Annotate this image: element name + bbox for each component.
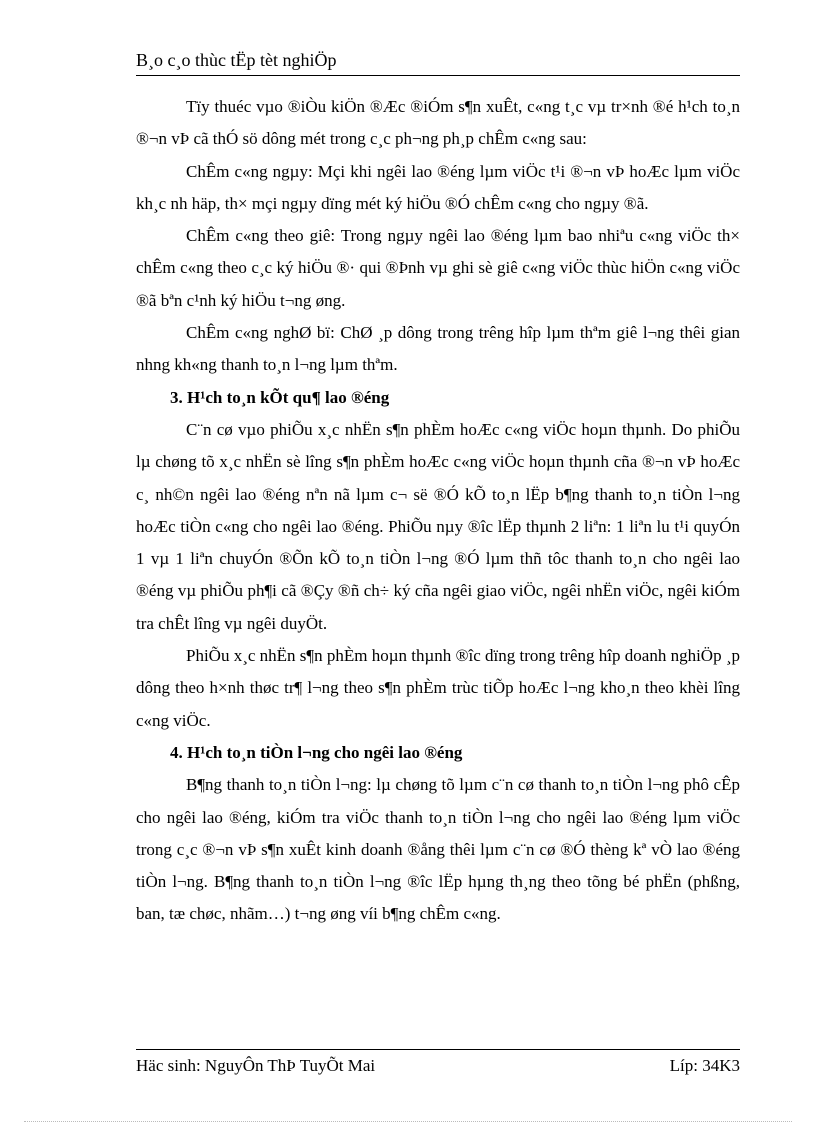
paragraph: Tïy thuéc vµo ®iÒu kiÖn ®Æc ®iÓm s¶n xuÊt, c«ng t¸c vµ tr×nh ®é h¹ch to¸n ®¬n vÞ cã thÓ sö dông mét trong c¸c ph¬ng ph¸p chÊm c«ng sau: xyxy=(136,97,740,149)
paragraph: ChÊm c«ng ngµy: Mçi khi ngêi lao ®éng lµm viÖc t¹i ®¬n vÞ hoÆc lµm viÖc kh¸c nh häp, th× mçi ngµy dïng mét ký hiÖu ®Ó chÊm c«ng cho ngµy ®ã. xyxy=(136,161,740,213)
report-title: B¸o c¸o thùc tËp tèt nghiÖp xyxy=(136,50,337,70)
section-heading: 3. H¹ch to¸n kÕt qu¶ lao ®éng xyxy=(170,387,390,407)
paragraph: C¨n cø vµo phiÕu x¸c nhËn s¶n phÈm hoÆc c«ng viÖc hoµn thµnh. Do phiÕu lµ chøng tõ x¸c nhËn sè lîng s¶n phÈm hoÆc c«ng viÖc hoµn thµnh cña ®¬n vÞ hoÆc c¸ nh©n ngêi lao ®éng nªn nã lµm c¬ së ®Ó kÕ to¸n lËp b¶ng thanh to¸n tiÒn l¬ng hoÆc tiÒn c«ng cho ngêi lao ®éng. PhiÕu nµy ®îc lËp thµnh 2 liªn: 1 liªn lu t¹i quyÓn 1 vµ 1 liªn chuyÓn ®Õn kÕ to¸n tiÒn l¬ng ®Ó lµm thñ tôc thanh to¸n cho ngêi lao ®éng vµ phiÕu ph¶i cã ®Çy ®ñ ch÷ ký cña ngêi giao viÖc, ngêi nhËn viÖc, ngêi kiÓm tra chÊt lîng vµ ngêi duyÖt. xyxy=(136,419,740,633)
page-bottom-divider xyxy=(24,1121,792,1122)
page-footer xyxy=(136,1049,740,1076)
paragraph: ChÊm c«ng nghØ bï: ChØ ¸p dông trong trêng hîp lµm thªm giê l¬ng thêi gian nhng kh«ng thanh to¸n l¬ng lµm thªm. xyxy=(136,323,740,375)
paragraph: PhiÕu x¸c nhËn s¶n phÈm hoµn thµnh ®îc dïng trong trêng hîp doanh nghiÖp ¸p dông theo h×nh thøc tr¶ l¬ng theo s¶n phÈm trùc tiÕp hoÆc l¬ng kho¸n theo khèi lîng c«ng viÖc. xyxy=(136,646,740,730)
section-heading: 4. H¹ch to¸n tiÒn l¬ng cho ngêi lao ®éng xyxy=(170,742,463,762)
document-body xyxy=(136,91,740,931)
class-code: Líp: 34K3 xyxy=(669,1056,740,1075)
page-header xyxy=(136,50,740,76)
paragraph: B¶ng thanh to¸n tiÒn l¬ng: lµ chøng tõ lµm c¨n cø thanh to¸n tiÒn l¬ng phô cÊp cho ngêi lao ®éng, kiÓm tra viÖc thanh to¸n tiÒn l¬ng cho ngêi lao ®éng lµm viÖc trong c¸c ®¬n vÞ s¶n xuÊt kinh doanh ®ång thêi lµm c¨n cø ®Ó thèng kª vÒ lao ®éng tiÒn l¬ng. B¶ng thanh to¸n tiÒn l¬ng ®îc lËp hµng th¸ng theo tõng bé phËn (phßng, ban, tæ chøc, nhãm…) t¬ng øng víi b¶ng chÊm c«ng. xyxy=(136,775,740,924)
student-name: Häc sinh: NguyÔn ThÞ TuyÕt Mai xyxy=(136,1056,376,1075)
paragraph: ChÊm c«ng theo giê: Trong ngµy ngêi lao ®éng lµm bao nhiªu c«ng viÖc th× chÊm c«ng theo c¸c ký hiÖu ®· qui ®Þnh vµ ghi sè giê c«ng viÖc thùc hiÖn c«ng viÖc ®ã bªn c¹nh ký hiÖu t¬ng øng. xyxy=(136,226,740,310)
